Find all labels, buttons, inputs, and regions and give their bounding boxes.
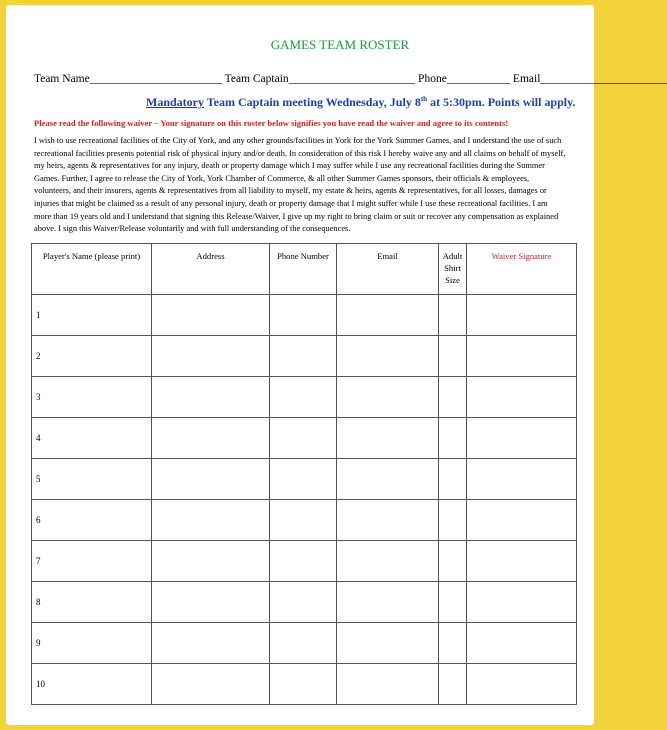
phone-field[interactable]: Phone___________ — [418, 73, 511, 85]
phone-cell[interactable] — [270, 377, 337, 418]
meeting-notice — [146, 95, 575, 110]
email-cell[interactable] — [337, 295, 439, 336]
table-row — [32, 541, 577, 582]
shirt-size-cell[interactable] — [439, 295, 467, 336]
player-name-cell[interactable] — [32, 541, 152, 582]
address-cell[interactable] — [152, 377, 270, 418]
address-cell[interactable] — [152, 336, 270, 377]
signature-cell[interactable] — [467, 664, 577, 705]
shirt-size-cell[interactable] — [439, 336, 467, 377]
player-name-cell[interactable] — [32, 582, 152, 623]
row-number: 10 — [36, 679, 45, 689]
player-name-cell[interactable] — [32, 336, 152, 377]
table-row — [32, 500, 577, 541]
signature-cell[interactable] — [467, 336, 577, 377]
table-row — [32, 664, 577, 705]
table-row — [32, 377, 577, 418]
phone-cell[interactable] — [270, 623, 337, 664]
signature-cell[interactable] — [467, 500, 577, 541]
email-cell[interactable] — [337, 623, 439, 664]
player-name-cell[interactable] — [32, 295, 152, 336]
row-number: 1 — [36, 310, 41, 320]
address-cell[interactable] — [152, 541, 270, 582]
row-number: 4 — [36, 433, 41, 443]
table-row — [32, 336, 577, 377]
shirt-size-cell[interactable] — [439, 418, 467, 459]
header-phone-number: Phone Number — [270, 244, 337, 295]
shirt-size-cell[interactable] — [439, 377, 467, 418]
meeting-date-suffix: th — [420, 95, 428, 103]
email-cell[interactable] — [337, 336, 439, 377]
phone-cell[interactable] — [270, 582, 337, 623]
email-cell[interactable] — [337, 377, 439, 418]
signature-cell[interactable] — [467, 623, 577, 664]
meeting-time: at 5:30pm. Points will apply. — [427, 95, 576, 109]
header-waiver-signature: Waiver Signature — [467, 244, 577, 295]
row-number: 2 — [36, 351, 41, 361]
address-cell[interactable] — [152, 295, 270, 336]
page-title: GAMES TEAM ROSTER — [270, 37, 410, 52]
email-cell[interactable] — [337, 664, 439, 705]
phone-cell[interactable] — [270, 295, 337, 336]
signature-cell[interactable] — [467, 459, 577, 500]
waiver-warning: Please read the following waiver – Your signature on this roster below signifies you have read the waiver and agree to its contents! — [34, 118, 509, 128]
team-info-fields — [34, 73, 667, 85]
signature-cell[interactable] — [467, 582, 577, 623]
address-cell[interactable] — [152, 459, 270, 500]
table-row — [32, 582, 577, 623]
phone-cell[interactable] — [270, 500, 337, 541]
row-number: 9 — [36, 638, 41, 648]
address-cell[interactable] — [152, 623, 270, 664]
signature-cell[interactable] — [467, 418, 577, 459]
email-cell[interactable] — [337, 541, 439, 582]
team-name-field[interactable]: Team Name_______________________ — [34, 73, 222, 85]
roster-page — [6, 5, 667, 725]
row-number: 3 — [36, 392, 41, 402]
email-cell[interactable] — [337, 459, 439, 500]
phone-cell[interactable] — [270, 459, 337, 500]
signature-cell[interactable] — [467, 295, 577, 336]
email-cell[interactable] — [337, 582, 439, 623]
header-player-name: Player's Name (please print) — [32, 244, 152, 295]
shirt-size-cell[interactable] — [439, 541, 467, 582]
player-name-cell[interactable] — [32, 623, 152, 664]
email-field[interactable]: Email______________________ — [512, 73, 667, 85]
table-row — [32, 295, 577, 336]
waiver-text: I wish to use recreational facilities of the City of York, and any other grounds/facilities in York for the York Summer Games, and I understand the use of such recreational facilities presents potential risk of physical injury and/or death. In consideration of this risk I hereby waive any and all claims on behalf of myself, my heirs, agents & representatives for any injury, death or property damage which I may suffer while I use any recreational facilities during the Summer Games. Further, I agree to release the City of York, York Chamber of Commerce, & all other Summer Games sponsors, their officials & employees, volunteers, and their insurers, agents & representatives from all liability to myself, my estate & heirs, agents & representatives, for all losses, damages or injuries that might be claimed as a result of any personal injury, death or property damage that I might suffer while I use these recreational facilities. I am more than 19 years old and I understand that signing this Release/Waiver, I give up my right to bring claim or suit or recover any compensation as explained above. I sign this Waiver/Release voluntarily and with full understanding of the consequences. — [34, 136, 566, 234]
address-cell[interactable] — [152, 418, 270, 459]
email-cell[interactable] — [337, 500, 439, 541]
shirt-size-cell[interactable] — [439, 623, 467, 664]
row-number: 7 — [36, 556, 41, 566]
row-number: 8 — [36, 597, 41, 607]
header-address: Address — [152, 244, 270, 295]
mandatory-label: Mandatory — [146, 95, 204, 109]
phone-cell[interactable] — [270, 664, 337, 705]
address-cell[interactable] — [152, 582, 270, 623]
meeting-text: Team Captain meeting Wednesday, July 8 — [204, 95, 421, 109]
table-row — [32, 459, 577, 500]
address-cell[interactable] — [152, 500, 270, 541]
header-shirt-size: Adult Shirt Size — [439, 244, 467, 295]
header-email: Email — [337, 244, 439, 295]
roster-table — [31, 243, 577, 705]
player-name-cell[interactable] — [32, 500, 152, 541]
shirt-size-cell[interactable] — [439, 582, 467, 623]
row-number: 6 — [36, 515, 41, 525]
team-captain-field[interactable]: Team Captain______________________ — [224, 73, 416, 85]
player-name-cell[interactable] — [32, 377, 152, 418]
shirt-size-cell[interactable] — [439, 500, 467, 541]
player-name-cell[interactable] — [32, 664, 152, 705]
address-cell[interactable] — [152, 664, 270, 705]
player-name-cell[interactable] — [32, 418, 152, 459]
email-cell[interactable] — [337, 418, 439, 459]
table-row — [32, 418, 577, 459]
phone-cell[interactable] — [270, 418, 337, 459]
phone-cell[interactable] — [270, 336, 337, 377]
signature-cell[interactable] — [467, 541, 577, 582]
row-number: 5 — [36, 474, 41, 484]
phone-cell[interactable] — [270, 541, 337, 582]
roster-body — [32, 295, 577, 705]
roster-header-row — [32, 244, 577, 295]
shirt-size-cell[interactable] — [439, 459, 467, 500]
player-name-cell[interactable] — [32, 459, 152, 500]
table-row — [32, 623, 577, 664]
signature-cell[interactable] — [467, 377, 577, 418]
shirt-size-cell[interactable] — [439, 664, 467, 705]
